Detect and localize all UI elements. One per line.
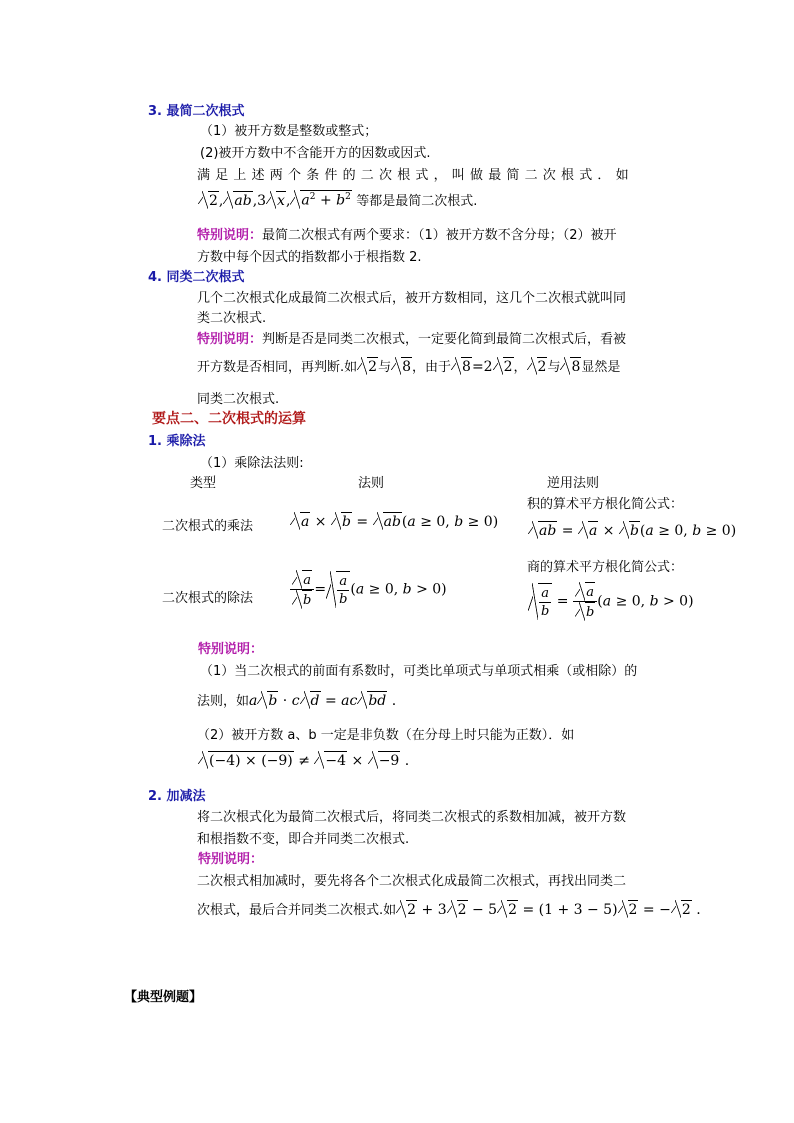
s3-note-text1: 最简二次根式有两个要求：（1）被开方数不含分母；（2）被开 bbox=[262, 228, 617, 243]
p2-note-label: 特别说明： bbox=[198, 642, 264, 657]
mul-div-heading: 1. 乘除法 bbox=[148, 434, 206, 449]
quotient-root-formula: $\frac{a}{b}$ = $\frac{a}{b}$ (a ≥ 0, b > 0) bbox=[528, 582, 694, 621]
condition-2: (2)被开方数中不含能开方的因数或因式. bbox=[200, 146, 431, 161]
s4-note-text1: 判断是否是同类二次根式，一定要化简到最简二次根式后，看被 bbox=[262, 332, 627, 347]
add-sub-heading: 2. 加减法 bbox=[148, 789, 206, 804]
s3-note-text2: 方数中每个因式的指数都小于根指数 2. bbox=[197, 250, 422, 265]
s3-note-line1 bbox=[197, 224, 617, 243]
s4-note-label: 特别说明： bbox=[197, 332, 263, 347]
section-3-heading: 3. 最简二次根式 bbox=[148, 104, 245, 119]
examples-suffix: 等都是最简二次根式. bbox=[356, 194, 478, 209]
s2-note-label: 特别说明： bbox=[198, 852, 264, 867]
col-type: 类型 bbox=[190, 476, 217, 491]
s3-note-label: 特别说明： bbox=[197, 228, 263, 243]
s4-note-line1 bbox=[197, 328, 626, 347]
s2-note-text2a: 次根式，最后合并同类二次根式.如 bbox=[197, 903, 397, 918]
p2-note1-text: （1）当二次根式的前面有系数时，可类比单项式与单项式相乘（或相除）的 bbox=[200, 664, 638, 679]
row1-inverse-label: 积的算术平方根化简公式： bbox=[527, 497, 684, 512]
condition-1: （1）被开方数是整数或整式； bbox=[200, 124, 378, 139]
p2-note2-text: （2）被开方数 a、b 一定是非负数（在分母上时只能为正数）．如 bbox=[197, 728, 575, 743]
col-rule: 法则 bbox=[358, 476, 385, 491]
s2-note-line2: 次根式，最后合并同类二次根式.如 2 + 3 2 − 5 2 = (1 + 3 − 5) 2 = − 2 . bbox=[197, 902, 701, 918]
examples-formula: 2, ab,3 x, $a^2 + b^2$ 等都是最简二次根式. bbox=[198, 190, 477, 209]
row1-type: 二次根式的乘法 bbox=[162, 519, 254, 534]
s4-note-text2b: 与 bbox=[378, 360, 392, 375]
row2-type: 二次根式的除法 bbox=[162, 591, 254, 606]
s4-note-line2: 开方数是否相同，再判断.如 2与 8，由于 8=2 2， 2与 8显然是 bbox=[197, 359, 621, 375]
s4-note-text2a: 开方数是否相同，再判断.如 bbox=[197, 360, 358, 375]
s4-note-text2c: ，由于 bbox=[412, 360, 452, 375]
division-rule: $\frac{a}{b}$ = $\frac{a}{b}$ (a ≥ 0, b > 0) bbox=[290, 570, 447, 609]
row2-inverse-label: 商的算术平方根化简公式： bbox=[527, 560, 684, 575]
s2-text1: 将二次根式化为最简二次根式后，将同类二次根式的系数相加减，被开方数 bbox=[197, 810, 627, 825]
s4-note-text2f: 显然是 bbox=[581, 360, 621, 375]
rule-intro: （1）乘除法法则: bbox=[200, 456, 304, 471]
col-inverse: 逆用法则 bbox=[547, 476, 600, 491]
s4-text2: 类二次根式. bbox=[197, 311, 267, 326]
p2-note2-formula: (−4) × (−9) ≠ −4 × −9 . bbox=[198, 751, 409, 769]
s4-text1: 几个二次根式化成最简二次根式后，被开方数相同，这几个二次根式就叫同 bbox=[197, 291, 627, 306]
s4-note-text2e: 与 bbox=[547, 360, 561, 375]
examples-heading: 【典型例题】 bbox=[124, 990, 203, 1005]
part-2-heading: 要点二、二次根式的运算 bbox=[152, 411, 306, 427]
s4-note-text3: 同类二次根式. bbox=[197, 392, 280, 407]
definition-text: 满足上述两个条件的二次根式，叫做最简二次根式．如 bbox=[197, 168, 634, 183]
s2-note-text1: 二次根式相加减时，要先将各个二次根式化成最简二次根式，再找出同类二 bbox=[197, 874, 627, 889]
p2-note1-text2a: 法则，如 bbox=[197, 694, 250, 709]
multiplication-rule: a × b = ab(a ≥ 0, b ≥ 0) bbox=[290, 512, 498, 530]
s2-text2: 和根指数不变，即合并同类二次根式. bbox=[197, 832, 410, 847]
section-4-heading: 4. 同类二次根式 bbox=[148, 270, 245, 285]
product-root-formula: ab = a × b(a ≥ 0, b ≥ 0) bbox=[528, 521, 736, 539]
s4-note-text2d: ， bbox=[513, 360, 527, 375]
p2-note1-line2: 法则，如a b · c d = ac bd . bbox=[197, 693, 397, 709]
